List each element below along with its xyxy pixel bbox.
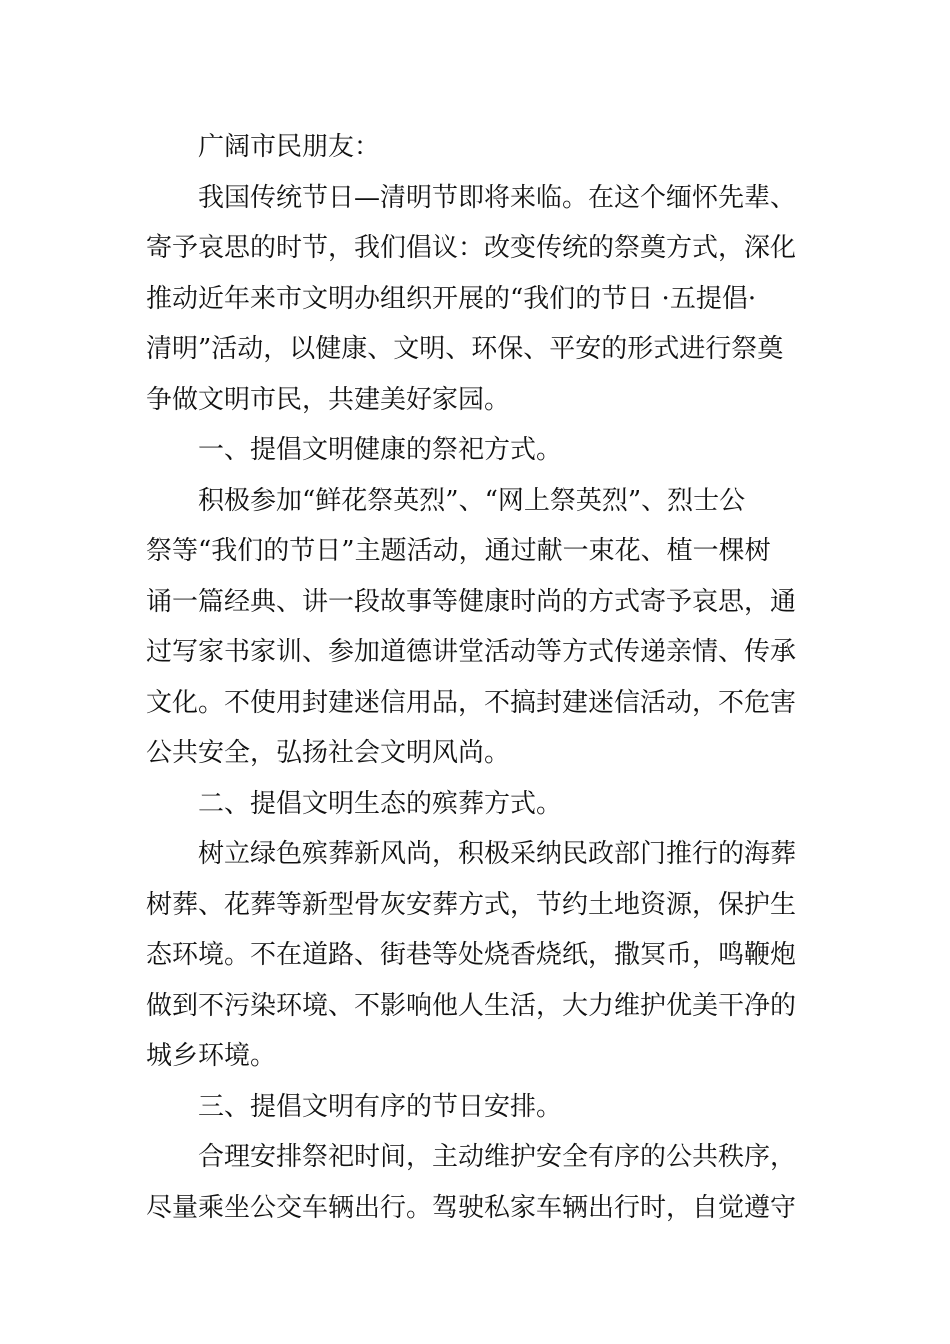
paragraph-line: 树葬、花葬等新型骨灰安葬方式，节约土地资源，保护生 [146, 889, 797, 920]
paragraph-line: 城乡环境。 [146, 1041, 277, 1071]
paragraph-line: 争做文明市民，共建美好家园。 [146, 384, 511, 415]
paragraph-line: 推动近年来市文明办组织开展的“我们的节日 ·五提倡· [146, 283, 757, 314]
paragraph-line: 树立绿色殡葬新风尚，积极采纳民政部门推行的海葬 [198, 839, 797, 869]
paragraph-line: 公共安全，弘扬社会文明风尚。 [146, 738, 511, 768]
paragraph-line: 寄予哀思的时节，我们倡议：改变传统的祭奠方式，深化 [146, 233, 797, 263]
paragraph-line: 做到不污染环境、不影响他人生活，大力维护优美干净的 [146, 990, 797, 1021]
document-body [146, 122, 806, 1233]
paragraph-line: 文化。不使用封建迷信用品，不搞封建迷信活动，不危害 [146, 687, 797, 718]
paragraph-line: 态环境。不在道路、街巷等处烧香烧纸，撒冥币，鸣鞭炮 [146, 940, 797, 970]
paragraph-line: 合理安排祭祀时间，主动维护安全有序的公共秩序， [198, 1142, 797, 1172]
salutation: 广阔市民朋友： [198, 132, 381, 162]
section-heading: 二、提倡文明生态的殡葬方式。 [198, 788, 563, 819]
paragraph-line: 清明”活动，以健康、文明、环保、平安的形式进行祭奠 [146, 334, 784, 364]
paragraph-line: 诵一篇经典、讲一段故事等健康时尚的方式寄予哀思，通 [146, 586, 797, 617]
section-heading: 三、提倡文明有序的节日安排。 [198, 1091, 563, 1122]
paragraph-line: 祭等“我们的节日”主题活动，通过献一束花、植一棵树 [146, 536, 771, 566]
paragraph-line: 过写家书家训、参加道德讲堂活动等方式传递亲情、传承 [146, 637, 797, 667]
section-heading: 一、提倡文明健康的祭祀方式。 [198, 435, 563, 465]
paragraph-line: 尽量乘坐公交车辆出行。驾驶私家车辆出行时，自觉遵守 [146, 1192, 797, 1223]
paragraph-line: 积极参加“鲜花祭英烈”、“网上祭英烈”、烈士公 [198, 485, 746, 516]
paragraph-line: 我国传统节日—清明节即将来临。在这个缅怀先辈、 [198, 182, 797, 213]
